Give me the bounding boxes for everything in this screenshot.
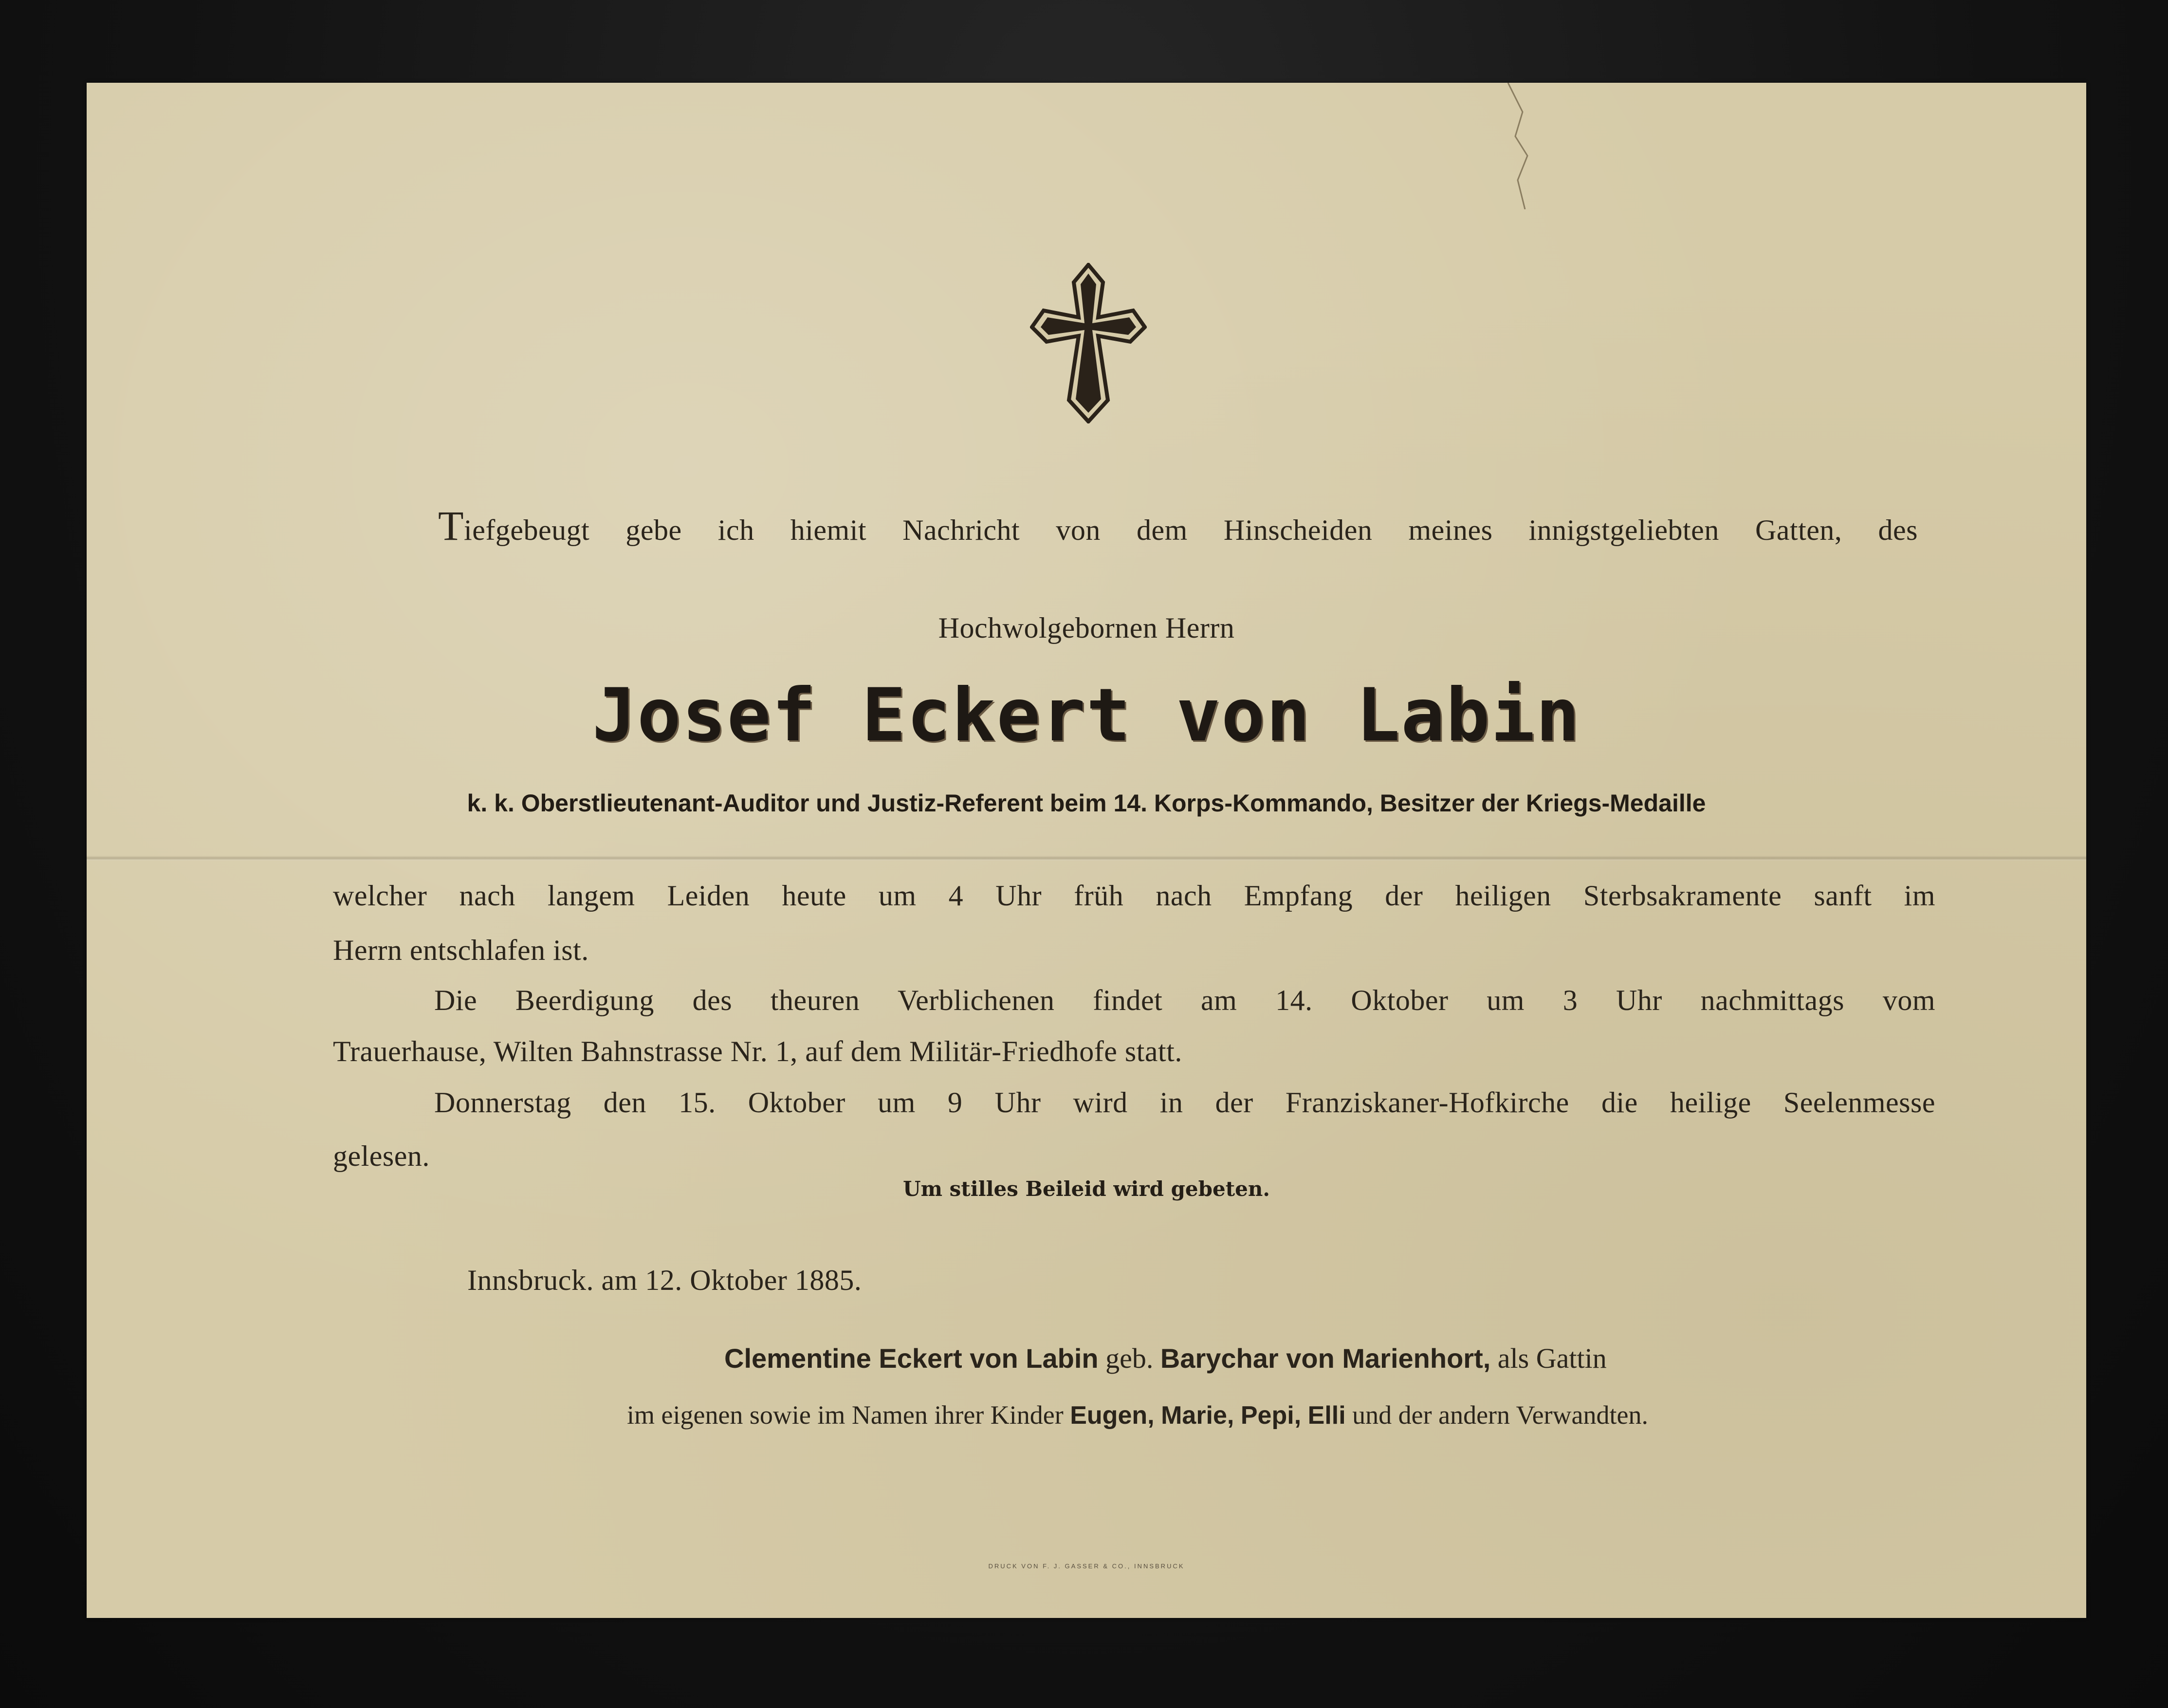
condolence-note: Um stilles Beileid wird gebeten. (902, 1177, 1270, 1201)
paragraph-2-line-1: Die Beerdigung des theuren Verblichenen findet am 14. Oktober um 3 Uhr nachmittags vom (434, 984, 1935, 1016)
children-line (627, 1402, 1648, 1428)
signature-line (724, 1344, 1607, 1373)
paragraph-3-line-2: gelesen. (333, 1140, 430, 1172)
child-name: Elli (1307, 1401, 1346, 1430)
fold-crease (87, 856, 2086, 861)
widow-name: Clementine Eckert von Labin (724, 1343, 1099, 1374)
intro-line (438, 502, 1918, 549)
intro-initial: T (438, 502, 464, 549)
deceased-rank: k. k. Oberstlieutenant-Auditor und Justiz-Referent beim 14. Korps-Kommando, Besitzer der Kriegs-Medaille (467, 790, 1706, 817)
children-prefix: im eigenen sowie im Namen ihrer Kinder (627, 1400, 1064, 1430)
intro-text: iefgebeugt gebe ich hiemit Nachricht von dem Hinscheiden meines innigstgeliebten Gatten, des (464, 514, 1918, 546)
paragraph-1-line-2: Herrn entschlafen ist. (333, 934, 589, 966)
cross-icon (1030, 263, 1147, 423)
paper-tear (1488, 83, 1566, 209)
child-name: Marie, (1161, 1401, 1234, 1430)
paragraph-1-line-1: welcher nach langem Leiden heute um 4 Uhr früh nach Empfang der heiligen Sterbsakramente sanft im (333, 880, 1935, 912)
honorific: Hochwolgebornen Herrn (938, 612, 1235, 644)
children-suffix: und der andern Verwandten. (1352, 1400, 1648, 1430)
widow-role: als Gattin (1497, 1342, 1607, 1374)
paragraph-3-line-1: Donnerstag den 15. Oktober um 9 Uhr wird in der Franziskaner-Hofkirche die heilige Seelenmesse (434, 1086, 1935, 1119)
child-name: Eugen, (1070, 1401, 1155, 1430)
child-name: Pepi, (1240, 1401, 1302, 1430)
death-notice-sheet (87, 83, 2086, 1618)
place-date: Innsbruck. am 12. Oktober 1885. (467, 1264, 862, 1296)
deceased-name: Josef Eckert von Labin (592, 673, 1581, 758)
printer-imprint: DRUCK VON F. J. GASSER & CO., INNSBRUCK (988, 1562, 1185, 1570)
paragraph-2-line-2: Trauerhause, Wilten Bahnstrasse Nr. 1, auf dem Militär-Friedhofe statt. (333, 1035, 1182, 1067)
born-prefix: geb. (1105, 1342, 1154, 1374)
maiden-name: Barychar von Marienhort, (1160, 1343, 1491, 1374)
